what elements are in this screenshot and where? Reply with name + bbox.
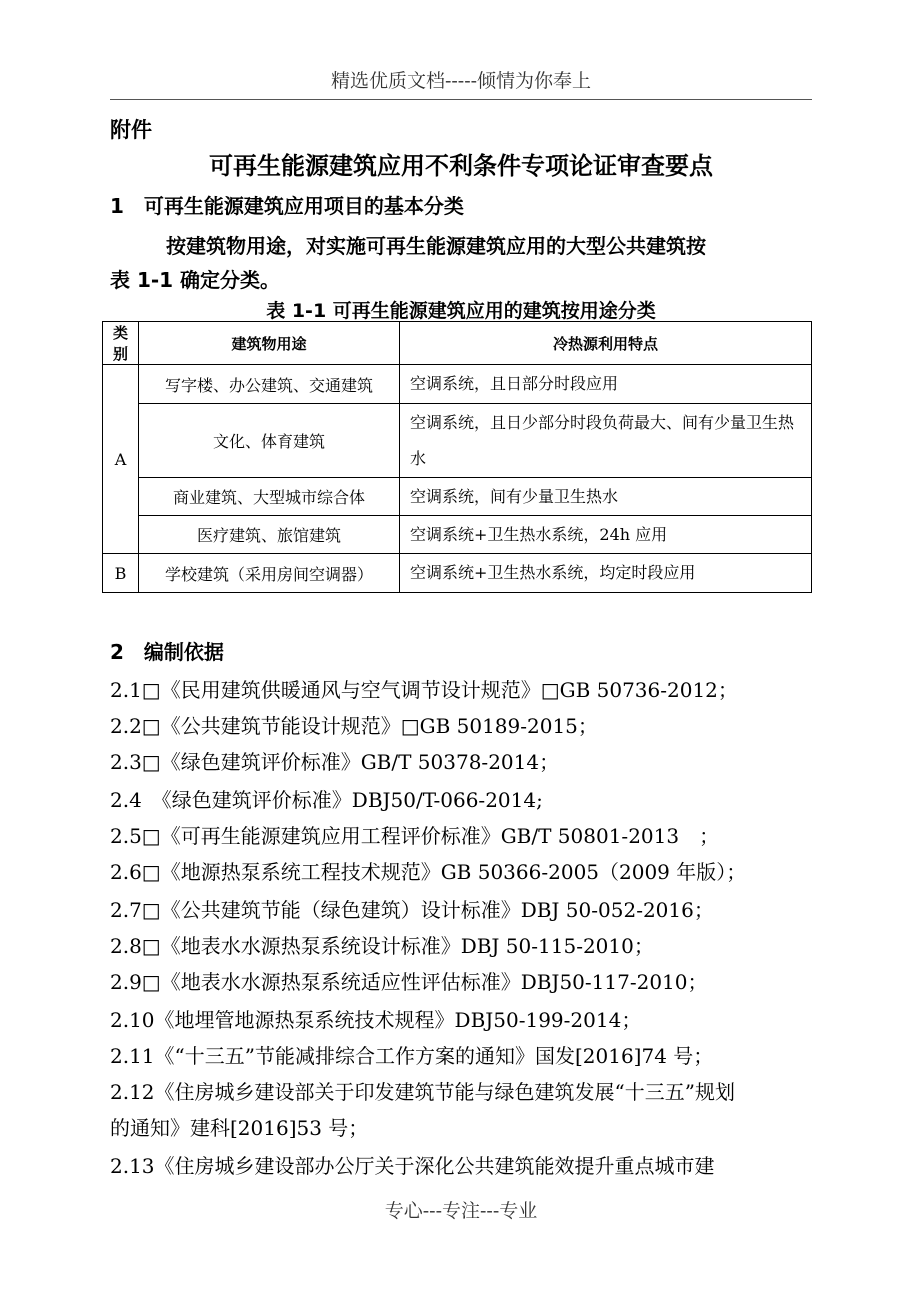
feature-cell: 空调系统，且日部分时段应用 — [400, 365, 812, 404]
reference-item: 2.4 《绿色建筑评价标准》DBJ50/T-066-2014; — [110, 788, 543, 812]
classification-table — [102, 321, 812, 593]
reference-item: 2.2□《公共建筑节能设计规范》□GB 50189-2015； — [110, 714, 598, 738]
use-cell: 文化、体育建筑 — [139, 404, 400, 478]
reference-item: 2.10《地埋管地源热泵系统技术规程》DBJ50-199-2014； — [110, 1008, 642, 1032]
paragraph-1-line-2: 表 1-1 确定分类。 — [110, 268, 281, 292]
use-cell: 医疗建筑、旅馆建筑 — [139, 516, 400, 554]
category-cell: A — [103, 365, 139, 554]
use-cell: 商业建筑、大型城市综合体 — [139, 478, 400, 516]
attachment-label: 附件 — [110, 118, 152, 142]
table-row — [103, 404, 812, 478]
reference-item: 2.6□《地源热泵系统工程技术规范》GB 50366-2005（2009 年版）； — [110, 860, 747, 884]
header-feature: 冷热源利用特点 — [400, 322, 812, 365]
table-row — [103, 478, 812, 516]
feature-cell: 空调系统，间有少量卫生热水 — [400, 478, 812, 516]
reference-item: 2.11《“十三五”节能减排综合工作方案的通知》国发[2016]74 号； — [110, 1044, 714, 1068]
document-title: 可再生能源建筑应用不利条件专项论证审查要点 — [209, 152, 713, 180]
page-footer: 专心---专注---专业 — [384, 1200, 538, 1222]
reference-item: 2.13《住房城乡建设部办公厅关于深化公共建筑能效提升重点城市建 — [110, 1154, 715, 1178]
table-row — [103, 554, 812, 593]
header-category: 类别 — [103, 322, 139, 365]
use-cell: 学校建筑（采用房间空调器） — [139, 554, 400, 593]
reference-item: 2.1□《民用建筑供暖通风与空气调节设计规范》□GB 50736-2012； — [110, 678, 738, 702]
category-cell: B — [103, 554, 139, 593]
feature-cell: 空调系统+卫生热水系统，均定时段应用 — [400, 554, 812, 593]
feature-cell: 空调系统，且日少部分时段负荷最大、间有少量卫生热水 — [400, 404, 812, 478]
paragraph-1-line-1: 按建筑物用途，对实施可再生能源建筑应用的大型公共建筑按 — [166, 234, 706, 258]
reference-item: 2.7□《公共建筑节能（绿色建筑）设计标准》DBJ 50-052-2016； — [110, 898, 714, 922]
reference-item: 2.8□《地表水水源热泵系统设计标准》DBJ 50-115-2010； — [110, 934, 654, 958]
table-row — [103, 516, 812, 554]
table-row — [103, 365, 812, 404]
header-use: 建筑物用途 — [139, 322, 400, 365]
use-cell: 写字楼、办公建筑、交通建筑 — [139, 365, 400, 404]
table-header-row — [103, 322, 812, 365]
reference-item: 2.9□《地表水水源热泵系统适应性评估标准》DBJ50-117-2010； — [110, 970, 708, 994]
table-caption: 表 1-1 可再生能源建筑应用的建筑按用途分类 — [266, 300, 656, 322]
reference-item: 2.5□《可再生能源建筑应用工程评价标准》GB/T 50801-2013 ； — [110, 824, 720, 848]
reference-item: 2.12《住房城乡建设部关于印发建筑节能与绿色建筑发展“十三五”规划 — [110, 1080, 735, 1104]
reference-item-continuation: 的通知》建科[2016]53 号； — [110, 1116, 369, 1140]
reference-item: 2.3□《绿色建筑评价标准》GB/T 50378-2014； — [110, 750, 560, 774]
feature-cell: 空调系统+卫生热水系统，24h 应用 — [400, 516, 812, 554]
page-header: 精选优质文档-----倾情为你奉上 — [110, 66, 812, 100]
section-2-heading: 2 编制依据 — [110, 640, 224, 664]
section-1-heading: 1 可再生能源建筑应用项目的基本分类 — [110, 194, 464, 218]
